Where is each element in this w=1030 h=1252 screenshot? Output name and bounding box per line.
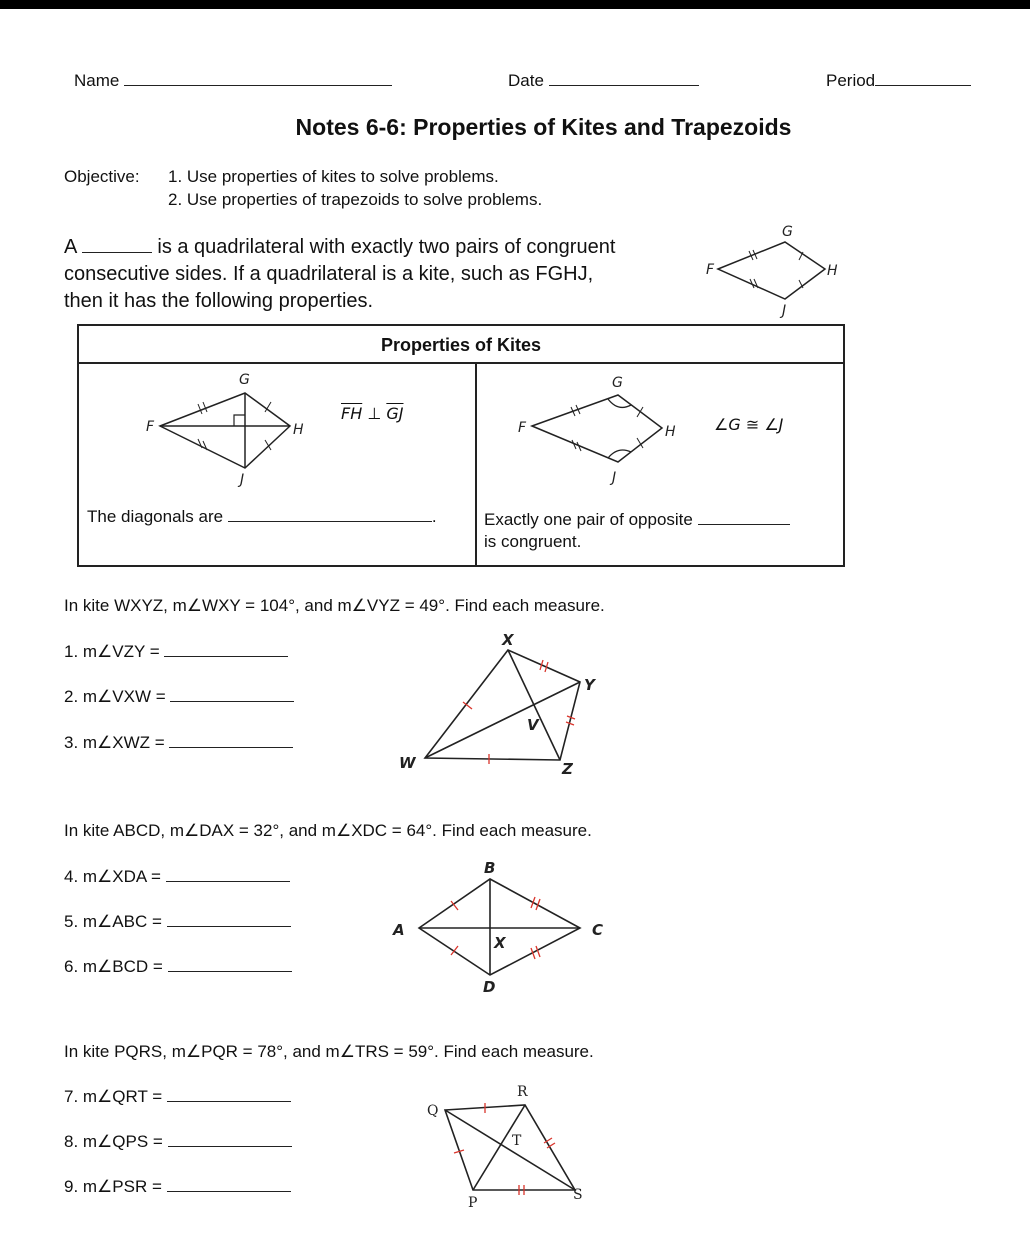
top-border — [0, 0, 1030, 9]
answer-blank-6[interactable] — [168, 957, 292, 972]
kite-term-blank[interactable] — [82, 236, 152, 253]
opposite-text: Exactly one pair of opposite — [484, 510, 693, 529]
kite-wxyz-figure — [395, 630, 610, 778]
right-angle-mark — [234, 415, 245, 426]
answer-blank-2[interactable] — [170, 687, 294, 702]
label-b: B — [484, 859, 496, 877]
label-p: P — [468, 1195, 478, 1211]
opposite-blank[interactable] — [698, 510, 790, 525]
label-y: Y — [584, 676, 595, 694]
label-q: Q — [427, 1103, 439, 1119]
period-field[interactable] — [826, 71, 971, 91]
label-w: W — [399, 754, 416, 772]
segment-fh: $\overline{FH}$ — [341, 404, 363, 423]
diagonals-period: . — [431, 507, 437, 526]
question-3 — [64, 733, 293, 753]
period-label: Period — [826, 71, 876, 90]
congruence-ticks — [571, 405, 643, 451]
question-7 — [64, 1087, 291, 1107]
perpendicular-notation — [341, 404, 403, 423]
label-f: F — [146, 419, 155, 435]
question-7-text: 7. m∠QRT = — [64, 1087, 163, 1106]
answer-blank-5[interactable] — [167, 912, 291, 927]
name-field[interactable] — [74, 71, 392, 91]
question-6 — [64, 957, 292, 977]
label-c: C — [592, 921, 604, 939]
segment-gj: $\overline{GJ}$ — [386, 404, 404, 423]
question-5 — [64, 912, 291, 932]
question-2-text: 2. m∠VXW = — [64, 687, 166, 706]
question-4-text: 4. m∠XDA = — [64, 867, 161, 886]
kite-outline — [532, 395, 662, 462]
name-blank[interactable] — [124, 71, 392, 86]
label-g: G — [782, 224, 793, 240]
name-label: Name — [74, 71, 120, 90]
answer-blank-4[interactable] — [166, 867, 290, 882]
angle-g-arc — [608, 399, 631, 407]
objective-item-1: 1. Use properties of kites to solve problems. — [168, 167, 499, 186]
label-j: J — [782, 303, 787, 319]
table-heading: Properties of Kites — [79, 326, 843, 364]
question-1 — [64, 642, 288, 662]
date-label: Date — [508, 71, 544, 90]
label-f: F — [706, 262, 715, 278]
label-z: Z — [562, 760, 573, 778]
label-x: X — [502, 631, 514, 649]
answer-blank-3[interactable] — [169, 733, 293, 748]
label-h: H — [827, 263, 838, 279]
answer-blank-8[interactable] — [168, 1132, 292, 1147]
kite-wxyz-outline — [425, 650, 580, 760]
label-a: A — [393, 921, 405, 939]
diagonal-qs — [445, 1110, 575, 1190]
kite-fghj-outline — [718, 242, 825, 299]
label-d: D — [483, 978, 496, 996]
kite-abcd-figure — [385, 855, 620, 995]
diagonals-blank[interactable] — [228, 507, 432, 522]
label-v: V — [527, 716, 539, 734]
diagonal-wy — [425, 682, 580, 758]
kite-outline — [160, 393, 290, 468]
label-g: G — [239, 372, 250, 388]
intro-a: A — [64, 236, 77, 258]
label-j: J — [612, 470, 617, 486]
kite-pqrs-figure — [415, 1075, 595, 1215]
perp-symbol: ⊥ — [367, 404, 382, 423]
opposite-angles-statement-1 — [484, 510, 790, 530]
kite-perpendicular-diagonals-figure — [140, 368, 320, 486]
section3-prompt: In kite PQRS, m∠PQR = 78°, and m∠TRS = 59°. Find each measure. — [64, 1042, 594, 1061]
label-g: G — [612, 375, 623, 391]
answer-blank-1[interactable] — [164, 642, 288, 657]
objective-item-2: 2. Use properties of trapezoids to solve problems. — [168, 190, 543, 209]
question-8-text: 8. m∠QPS = — [64, 1132, 163, 1151]
kite-abcd-outline — [419, 879, 580, 975]
label-t: T — [512, 1133, 522, 1149]
diagonals-statement — [87, 507, 437, 527]
question-3-text: 3. m∠XWZ = — [64, 733, 165, 752]
objective-label: Objective: — [64, 167, 140, 186]
answer-blank-7[interactable] — [167, 1087, 291, 1102]
question-9-text: 9. m∠PSR = — [64, 1177, 162, 1196]
question-1-text: 1. m∠VZY = — [64, 642, 160, 661]
date-field[interactable] — [508, 71, 699, 91]
label-f: F — [518, 420, 527, 436]
label-x: X — [494, 934, 506, 952]
date-blank[interactable] — [549, 71, 699, 86]
label-s: S — [573, 1187, 583, 1203]
label-h: H — [665, 424, 676, 440]
section1-prompt: In kite WXYZ, m∠WXY = 104°, and m∠VYZ = 49°. Find each measure. — [64, 596, 605, 615]
section2-prompt: In kite ABCD, m∠DAX = 32°, and m∠XDC = 64°. Find each measure. — [64, 821, 592, 840]
congruent-angles-notation: ∠G ≅ ∠J — [714, 415, 784, 434]
question-2 — [64, 687, 294, 707]
label-h: H — [293, 422, 304, 438]
question-9 — [64, 1177, 291, 1197]
answer-blank-9[interactable] — [167, 1177, 291, 1192]
diagonals-text: The diagonals are — [87, 507, 224, 526]
intro-definition: is a quadrilateral with exactly two pairs of congruent — [157, 236, 616, 258]
question-6-text: 6. m∠BCD = — [64, 957, 163, 976]
period-blank[interactable] — [875, 71, 971, 86]
table-divider — [475, 364, 477, 567]
opposite-angles-statement-2: is congruent. — [484, 532, 582, 551]
label-j: J — [240, 472, 245, 488]
question-5-text: 5. m∠ABC = — [64, 912, 162, 931]
page-title: Notes 6-6: Properties of Kites and Trapezoids — [295, 114, 792, 140]
question-4 — [64, 867, 290, 887]
label-r: R — [517, 1084, 528, 1100]
intro-line-2: consecutive sides. If a quadrilateral is a kite, such as FGHJ, — [64, 263, 594, 285]
intro-line-3: then it has the following properties. — [64, 290, 374, 312]
kite-fghj-figure — [700, 225, 850, 320]
congruence-ticks — [749, 250, 803, 288]
intro-line-1 — [64, 234, 615, 261]
question-8 — [64, 1132, 292, 1152]
kite-congruent-angles-figure — [512, 370, 702, 488]
